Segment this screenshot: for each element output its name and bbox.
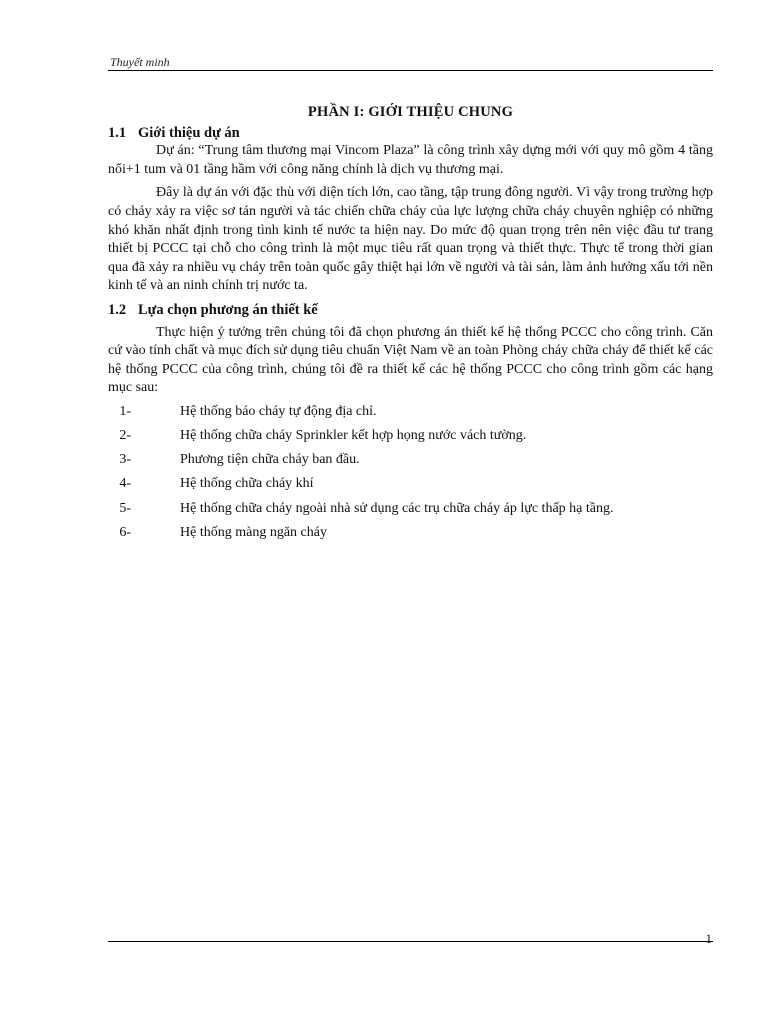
section-1-paragraph-1: Dự án: “Trung tâm thương mại Vincom Plaza” là công trình xây dựng mới với quy mô gồm 4 tầng nổi+1 tum và 01 tầng hầm với công năng chính là dịch vụ thương mại. xyxy=(108,143,713,177)
list-item-text: Hệ thống chữa cháy khí xyxy=(180,476,314,492)
section-1-paragraph-2: Đây là dự án với đặc thù với diện tích lớn, cao tầng, tập trung đông người. Vì vậy trong trường hợp có cháy xảy ra việc sơ tán người và tác chiến chữa cháy của lực lượng chữa cháy chuyên nghiệp có những khó khăn nhất định trong tình kinh tế nước ta hiện nay. Do mức độ quan trọng trên nên việc đầu tư trang thiết bị PCCC tại chỗ cho công trình là một mục tiêu rất quan trọng và thiết thực. Thực tế trong thời gian qua đã xảy ra nhiều vụ cháy trên toàn quốc gây thiệt hại lớn về người và tài sản, làm ảnh hưởng xấu tới nền kinh tế và an ninh chính trị nước ta. xyxy=(108,185,713,294)
list-item-number: 4- xyxy=(119,476,131,492)
list-item-text: Hệ thống chữa cháy ngoài nhà sử dụng các trụ chữa cháy áp lực thấp hạ tầng. xyxy=(180,500,614,516)
list-item xyxy=(108,500,713,524)
list-item-number: 3- xyxy=(119,452,131,468)
section-2-paragraph: Thực hiện ý tưởng trên chúng tôi đã chọn phương án thiết kế hệ thống PCCC cho công trình. Căn cứ vào tính chất và mục đích sử dụng tiêu chuẩn Việt Nam về an toàn Phòng cháy chữa cháy để thiết kế các hệ thống PCCC của công trình, chúng tôi đề ra thiết kế các hệ thống PCCC cho công trình gồm các hạng mục sau: xyxy=(108,324,713,396)
list-item xyxy=(108,403,713,427)
list-item-number: 5- xyxy=(119,500,131,516)
section-1-title: Giới thiệu dự án xyxy=(138,124,240,141)
section-2-number: 1.2 xyxy=(108,301,127,318)
system-list xyxy=(108,403,713,548)
list-item xyxy=(108,524,713,548)
page-title: PHẦN I: GIỚI THIỆU CHUNG xyxy=(307,104,514,120)
section-1-heading xyxy=(108,124,713,143)
section-2-heading xyxy=(108,301,713,320)
header-rule xyxy=(108,70,713,71)
list-item-text: Phương tiện chữa cháy ban đầu. xyxy=(180,452,360,468)
list-item xyxy=(108,475,713,499)
section-2-title: Lựa chọn phương án thiết kế xyxy=(138,301,318,318)
footer-rule xyxy=(108,941,713,942)
list-item-number: 2- xyxy=(119,428,131,444)
list-item-text: Hệ thống báo cháy tự động địa chỉ. xyxy=(180,403,377,419)
page-number: 1 xyxy=(705,931,712,946)
page-content xyxy=(108,103,713,548)
list-item-text: Hệ thống màng ngăn cháy xyxy=(180,524,327,540)
list-item-number: 6- xyxy=(119,524,131,540)
list-item-text: Hệ thống chữa cháy Sprinkler kết hợp họng nước vách tường. xyxy=(180,428,527,444)
list-item xyxy=(108,427,713,451)
list-item-number: 1- xyxy=(119,403,131,419)
header-text: Thuyết minh xyxy=(110,55,170,69)
list-item xyxy=(108,451,713,475)
section-1-number: 1.1 xyxy=(108,124,127,141)
